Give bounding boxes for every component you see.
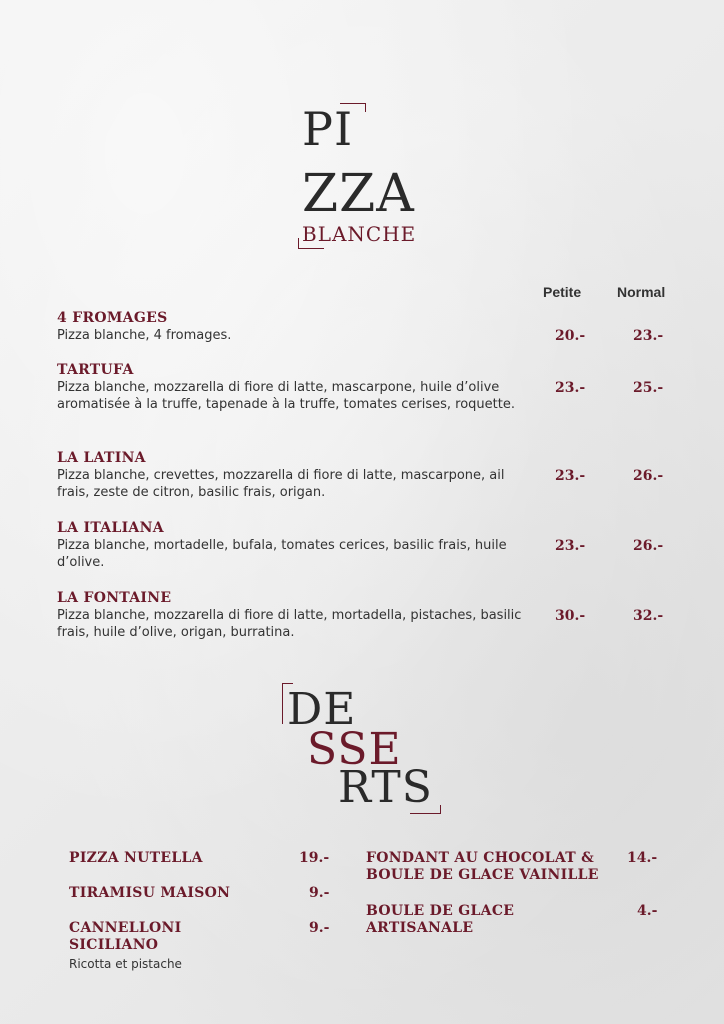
menu-item (57, 362, 527, 413)
dessert-name: PIZZA NUTELLA (69, 850, 203, 866)
item-name: LA LATINA (57, 450, 146, 466)
item-name: 4 FROMAGES (57, 310, 168, 326)
pizza-title-line3: BLANCHE (302, 222, 417, 246)
menu-item (57, 450, 527, 501)
price-normal: 26.- (633, 538, 664, 554)
item-name: LA ITALIANA (57, 520, 164, 536)
dessert-name: TIRAMISU MAISON (69, 885, 231, 901)
item-desc: Pizza blanche, 4 fromages. (57, 328, 232, 343)
dessert-price: 14.- (627, 850, 658, 866)
price-petite: 23.- (555, 538, 586, 554)
dessert-sub: Ricotta et pistache (69, 957, 182, 971)
column-header-petite: Petite (543, 284, 582, 300)
item-name: LA FONTAINE (57, 590, 172, 606)
dessert-name: CANNELLONI SICILIANO (69, 920, 182, 953)
item-desc: Pizza blanche, mortadelle, bufala, tomates cerices, basilic frais, huile d’olive. (57, 538, 507, 570)
dessert-price: 19.- (299, 850, 330, 866)
menu-item (57, 590, 527, 641)
menu-item (57, 520, 527, 571)
item-desc: Pizza blanche, mozzarella di fiore di latte, mascarpone, huile d’olive aromatisée à la truffe, tapenade à la truffe, tomates cerises, roquette. (57, 380, 515, 412)
menu-item (57, 310, 527, 344)
price-normal: 23.- (633, 328, 664, 344)
desserts-title-line1: DE (287, 684, 357, 735)
dessert-name: FONDANT AU CHOCOLAT & BOULE DE GLACE VAINILLE (366, 850, 599, 883)
dessert-name: BOULE DE GLACE ARTISANALE (366, 903, 515, 936)
desserts-title-line3: RTS (338, 762, 433, 813)
item-desc: Pizza blanche, mozzarella di fiore di latte, mortadella, pistaches, basilic frais, huile d’olive, origan, burratina. (57, 608, 522, 640)
pizza-title-line2: ZZA (302, 164, 415, 224)
price-petite: 30.- (555, 608, 586, 624)
price-petite: 23.- (555, 468, 586, 484)
price-petite: 20.- (555, 328, 586, 344)
price-normal: 25.- (633, 380, 664, 396)
desserts-bracket-bottom (410, 805, 441, 814)
column-header-normal: Normal (617, 284, 666, 300)
dessert-price: 4.- (637, 903, 658, 919)
desserts-title-line2: SSE (307, 724, 402, 775)
title-bracket-bottom (298, 238, 324, 249)
price-normal: 32.- (633, 608, 664, 624)
dessert-price: 9.- (309, 920, 330, 936)
price-petite: 23.- (555, 380, 586, 396)
item-name: TARTUFA (57, 362, 134, 378)
pizza-title-line1: PI (302, 102, 354, 156)
price-normal: 26.- (633, 468, 664, 484)
dessert-price: 9.- (309, 885, 330, 901)
item-desc: Pizza blanche, crevettes, mozzarella di fiore di latte, mascarpone, ail frais, zeste de citron, basilic frais, origan. (57, 468, 505, 500)
